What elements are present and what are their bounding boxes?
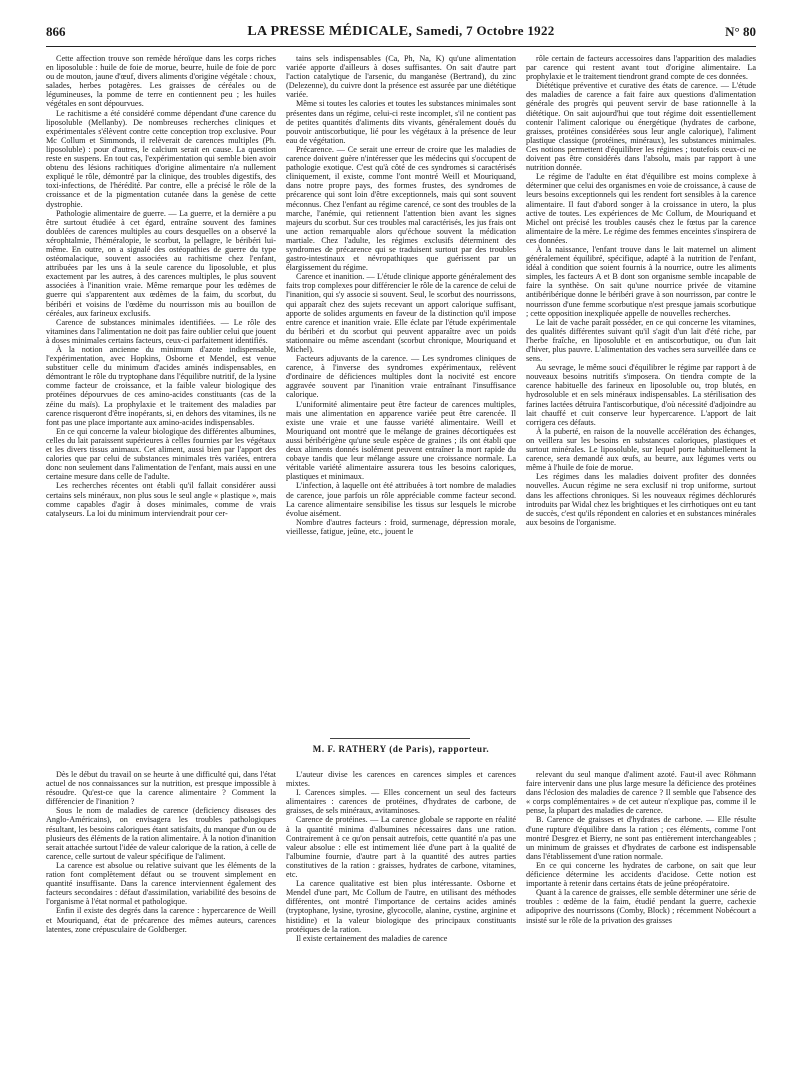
paragraph: À la puberté, en raison de la nouvelle accélération des échanges, on veillera sur les besoins en substances caloriques, plastiques et surtout minérales. Le liposoluble, sur lequel porte habituellement la carence, sera demandé aux œufs, au beurre, aux légumes verts ou même à l'huile de foie de morue.: [526, 426, 756, 473]
paragraph: Cette affection trouve son remède héroïque dans les corps riches en liposoluble : huile de foie de morue, beurre, huile de foie de porc ou de mouton, jaune d'œuf, divers aliments d'origine végétale : choux, salades, herbes potagères. Les graisses de céréales ou de légumineuses, la pomme de terre en contiennent peu ; les huiles végétales en sont dépourvues.: [46, 54, 276, 109]
paragraph: Au sevrage, le même souci d'équilibrer le régime par rapport à de nouveaux besoins nutritifs s'imposera. On tiendra compte de la carence habituelle des farineux en liposoluble ou, trop blutés, en hydrosoluble et en sels minéraux indispensables. La stérilisation des farines lactées détruira l'antiscorbutique, d'où nécessité d'adjoindre au lait chauffé et cuit conserve leur hypercarence. L'apport de lait corrigera ces défauts.: [526, 363, 756, 427]
column-2: [286, 770, 516, 1070]
journal-title: [46, 23, 756, 40]
paragraph: tains sels indispensables (Ca, Ph, Na, K) qu'une alimentation variée apporte d'ailleurs à doses suffisantes. On sait d'autre part l'action catalytique de l'arsenic, du manganèse (Bertrand), du zinc (Delezenne), du cuivre dont la présence est assurée par une diététique variée.: [286, 54, 516, 100]
paragraph: L'uniformité alimentaire peut être facteur de carences multiples, mais une alimentation en apparence variée peut être carencée. Il existe une vraie et une fausse variété alimentaire. Weill et Mouriquand ont montré que le mélange de graines décortiquées est aussi béribérigène qu'une seule espèce de graines ; ils ont établi que deux aliments donnés isolément peuvent entraîner la mort rapide du cobaye tandis que leur mélange assure une croissance normale. La véritable variété alimentaire assurera tous les besoins caloriques, plastiques et minimaux.: [286, 399, 516, 482]
paragraph: Les recherches récentes ont établi qu'il fallait considérer aussi certains sels minéraux, non plus sous le seul angle « plastique », mais comme capables d'agir à doses minimales, comme de vrais catalyseurs. La loi du minimum interviendrait pour cer-: [46, 481, 276, 518]
paragraph: La carence qualitative est bien plus intéressante. Osborne et Mendel d'une part, Mc Collum de l'autre, en utilisant des méthodes différentes, ont montré l'importance de certains acides aminés (tryptophane, lysine, tyrosine, glycocolle, alanine, cystine, arginine et histidine) et la valeur biologique des principaux constituants protéiques de la ration.: [286, 879, 516, 934]
top-columns: [46, 54, 756, 736]
paragraph: I. Carences simples. — Elles concernent un seul des facteurs alimentaires : carences de protéines, d'hydrates de carbone, de graisses, de sels minéraux, avitaminoses.: [286, 788, 516, 816]
issue-number: N° 80: [725, 24, 756, 39]
page-number: 866: [46, 24, 66, 39]
paragraph: À la naissance, l'enfant trouve dans le lait maternel un aliment généralement équilibré, spécifique, adapté à la nutrition de l'enfant, idéal à condition que soient fournis à la nourrice, outre les aliments simples, les facteurs A et B dont son organisme semble incapable de faire la synthèse. On sait qu'une nourrice privée de vitamine antibéribérique donne le béribéri grave à son nourrisson, par contre le nourrisson d'une femme scorbutique n'est presque jamais scorbutique ; cette opposition inexpliquée appelle de nouvelles recherches.: [526, 244, 756, 318]
paragraph: Pathologie alimentaire de guerre. — La guerre, et la dernière a pu être surtout étudiée à cet égard, entraîne souvent des famines doublées de carences multiples au cours desquelles on a observé la xérophtalmie, l'héméralopie, le scorbut, la pellagre, le béribéri lui-même. En outre, on a signalé des ostéopathies de guerre du type ostéomalacique, souvent associées au rachitisme chez l'enfant, attribuées par les uns à la seule carence du liposoluble, et plus exactement par les autres, à des carences multiples, le plus souvent associées à l'inanition vraie. Même remarque pour les œdèmes de guerre qui s'apparentent aux œdèmes de la faim, du scorbut, du béribéri et voisins de l'œdème du nourrisson mis au bouillon de céréales, aux farineux exclusifs.: [46, 208, 276, 318]
rapporteur-heading: M. F. RATHERY (de Paris), rapporteur.: [312, 744, 490, 754]
paragraph: Le lait de vache paraît posséder, en ce qui concerne les vitamines, des qualités différentes suivant qu'il s'agit d'un lait d'été riche, par l'herbe fraîche, en liposoluble et en antiscorbutique, ou d'un lait d'hiver, plus pauvre. L'alimentation des vaches sera surveillée dans ce sens.: [526, 317, 756, 364]
paragraph: Il existe certainement des maladies de carence: [296, 933, 448, 943]
section-divider: [330, 738, 470, 739]
paragraph: B. Carence de graisses et d'hydrates de carbone. — Elle résulte d'une rupture d'équilibre dans la ration ; ces éléments, comme l'ont montré Desgrez et Bierry, ne sont pas entièrement interchangeables ; un minimum de graisses et d'hydrates de carbone est indispensable dans l'établissement d'une ration normale.: [526, 815, 756, 861]
issue-date: Samedi, 7 Octobre 1922: [416, 23, 555, 38]
paragraph: Précarence. — Ce serait une erreur de croire que les maladies de carence doivent guère n'intéresser que les médecins qui s'occupent de pathologie exotique. C'est qu'à côté de ces syndromes si caractérisés cliniquement, il existe, comme l'ont montré Weill et Mouriquand, dans notre propre pays, des formes frustes, des syndromes de précarence qui sont loin d'être exceptionnels, mais qui sont souvent méconnus. Chez l'enfant au régime carencé, ce sont des troubles de la marche, l'anémie, qui retiennent l'attention bien avant les signes majeurs du scorbut. Sur ces troubles mal caractérisés, les jus frais ont une action remarquable alors qu'échoue souvent la médication martiale. Chez l'adulte, les régimes exclusifs déterminent des syndromes de précarence qui se traduisent surtout par des troubles gastro-intestinaux et névropathiques que guérissent par un élargissement du régime.: [286, 144, 516, 273]
paragraph: Même si toutes les calories et toutes les substances minimales sont présentes dans un régime, celui-ci reste incomplet, s'il ne contient pas de petites quantités d'aliments dits vivants, généralement doués du pouvoir antiscorbutique, lié pour les végétaux à la présence de leur eau de végétation.: [286, 99, 516, 145]
paragraph: L'infection, à laquelle ont été attribuées à tort nombre de maladies de carence, joue parfois un rôle appréciable comme facteur second. La carence alimentaire sensibilise les tissus sur lesquels le microbe évolue aisément.: [286, 481, 516, 518]
paragraph: Enfin il existe des degrés dans la carence : hypercarence de Weill et Mouriquand, état de précarence des mêmes auteurs, carences latentes, zone crépusculaire de Goldberger.: [46, 906, 276, 934]
paragraph: Le régime de l'adulte en état d'équilibre est moins complexe à déterminer que celui des organismes en voie de croissance, à cause de leurs besoins exceptionnels qui les rendent fort sensibles à la carence alimentaire. Il faut d'abord songer à la croissance in utero, la plus active de toutes. Les expériences de Mc Collum, de Mouriquand et Michel ont précisé les troubles causés chez le fœtus par la carence alimentaire de la mère. Le régime des femmes enceintes s'inspirera de ces données.: [526, 172, 756, 245]
paragraph: L'auteur divise les carences en carences simples et carences mixtes.: [286, 770, 516, 789]
bottom-columns: [46, 770, 756, 1070]
paragraph: Carence de protéines. — La carence globale se rapporte en réalité à la quantité minima d'albumines nécessaires dans une ration. Contrairement à ce qu'on pensait autrefois, cette quantité n'a pas une valeur absolue : elle est intimement liée d'une part à la qualité de l'albumine fournie, d'autre part à la quantité des autres parties constitutives de la ration : graisses, hydrates de carbone, vitamines, etc.: [286, 815, 516, 880]
paragraph: Les régimes dans les maladies doivent profiter des données nouvelles. Aucun régime ne sera exclusif ni trop uniforme, surtout dans les affections chroniques. Si les nouveaux régimes déchlorurés introduits par Widal chez les brightiques et les cirrhotiques ont eu tant de succès, c'est qu'ils répondent en calories et en substances minérales aux besoins de l'organisme.: [526, 472, 756, 527]
paragraph: Nombre d'autres facteurs : froid, surmenage, dépression morale, vieillesse, fatigue, jeûne, etc., jouent le: [286, 517, 516, 536]
paragraph: Quant à la carence de graisses, elle semble déterminer une série de troubles : œdème de la faim, étudié pendant la guerre, cachexie adipoprive des nourrissons (Comby, Block) ; récemment Nobécourt a insisté sur le rôle de la privation des graisses: [526, 888, 756, 925]
paragraph: Carence et inanition. — L'étude clinique apporte généralement des faits trop complexes pour différencier le rôle de la carence de celui de l'inanition, qui s'y associe si souvent. Seul, le scorbut des nourrissons, qui apparaît chez des sujets recevant un apport calorique suffisant, apporte de solides arguments en faveur de la distinction qu'il impose entre carence et inanition vraie. Elle éclate par l'étude expérimentale du béribéri et du scorbut qui peuvent apparaître avec un poids stationnaire ou même ascendant (scorbut chronique, Mouriquand et Michel).: [286, 272, 516, 354]
paragraph: La carence est absolue ou relative suivant que les éléments de la ration font complètement défaut ou se trouvent simplement en quantité insuffisante. Dans la carence interviennent également des facteurs secondaires : défaut d'assimilation, variabilité des besoins de l'organisme à l'état normal et pathologique.: [46, 860, 276, 907]
paragraph: Dès le début du travail on se heurte à une difficulté qui, dans l'état actuel de nos connaissances sur la nutrition, est presque impossible à résoudre. Qu'est-ce que la carence alimentaire ? Comment la différencier de l'inanition ?: [46, 770, 276, 807]
paragraph: rôle certain de facteurs accessoires dans l'apparition des maladies par carence qui restent avant tout d'origine alimentaire. La prophylaxie et le traitement tiendront grand compte de ces données.: [526, 54, 756, 82]
paragraph: Sous le nom de maladies de carence (deficiency diseases des Anglo-Américains), on envisagera les troubles pathologiques résultant, les besoins caloriques étant satisfaits, du manque d'un ou de plusieurs des éléments de la ration alimentaire. À la notion d'inanition serait attachée surtout l'idée de valeur calorique de la ration, à celle de carence, celle surtout de valeur spécifique de l'aliment.: [46, 806, 276, 861]
paragraph: À la notion ancienne du minimum d'azote indispensable, l'expérimentation, avec Hopkins, Osborne et Mendel, est venue substituer celle du minimum d'acides aminés indispensables, en démontrant le rôle du tryptophane dans l'équilibre nutritif, de la lysine comme facteur de croissance, et la faible valeur biologique des protéines dépourvues de ces amino-acides constituants (cas de la zéine du maïs). La prophylaxie et le traitement des maladies par carence risqueront d'être inopérants, si, en dehors des vitamines, ils ne font pas une place importante aux amino-acides indispensables.: [46, 345, 276, 427]
paragraph: Diététique préventive et curative des états de carence. — L'étude des maladies de carence a fait faire aux questions d'alimentation générale des progrès qui peuvent servir de base rationnelle à la diététique. On sait aujourd'hui que tout régime doit essentiellement contenir l'aliment calorique ou énergétique (hydrates de carbone, graisses, protéines considérées sous leur angle calorique), l'aliment plastique classique (protéines, minéraux), les substances minimales. Ces notions permettent d'équilibrer les régimes ; toutefois ceux-ci ne doivent pas être considérés dans l'absolu, mais par rapport à une nutrition donnée.: [526, 81, 756, 173]
paragraph: En ce qui concerne les hydrates de carbone, on sait que leur déficience détermine les accidents d'acidose. Cette notion est importante à retenir dans certains états de jeûne préopératoire.: [526, 860, 756, 889]
column-3: [526, 54, 756, 736]
paragraph: Carence de substances minimales identifiées. — Le rôle des vitamines dans l'alimentation ne doit pas faire oublier celui que jouent à doses minimales certains facteurs, ceux-ci parfaitement identifiés.: [46, 317, 276, 345]
paragraph: Facteurs adjuvants de la carence. — Les syndromes cliniques de carence, à l'inverse des syndromes expérimentaux, relèvent d'ordinaire de déficiences multiples dont la nocivité est encore aggravée souvent par l'inanition vraie entraînant l'insuffisance calorique.: [286, 354, 516, 400]
journal-name: LA PRESSE MÉDICALE,: [247, 24, 413, 39]
paragraph: Le rachitisme a été considéré comme dépendant d'une carence du liposoluble (Mellanby). De nombreuses recherches cliniques et expérimentales s'élèvent contre cette conception trop exclusive. Pour Mc Collum et Simmonds, il relèverait de carences multiples (Ph. liposoluble) : pour d'autres, le calcium serait en cause. La question reste en suspens. En tout cas, l'expérimentation qui semble bien avoir obtenu des lésions rachitiques d'origine alimentaire n'a nullement expliqué le rôle, démontré par la clinique, des troubles digestifs, des toxi-infections, de l'hérédité. Par contre, elle a précisé le rôle de la croissance et de la pigmentation cutanée dans la genèse de cette dystrophie.: [46, 108, 276, 209]
page-header: [46, 20, 756, 47]
paragraph: relevant du seul manque d'aliment azoté. Faut-il avec Röhmann faire intervenir dans une plus large mesure la déficience des protéines dans l'éclosion des maladies de carence ? Il semble que l'absence des « corps complémentaires » de cet auteur n'explique pas, comme il le pense, la plupart des maladies de carence.: [526, 770, 756, 816]
column-1: [46, 54, 276, 736]
column-3: [526, 770, 756, 1070]
column-2: [286, 54, 516, 736]
paragraph: En ce qui concerne la valeur biologique des différentes albumines, celles du lait paraissent supérieures à celles fournies par les végétaux et les divers tissus animaux. Cet aliment, aussi bien par l'apport des calories que par celui de substances minimales très variées, entrera donc non seulement dans l'alimentation de l'enfant, mais aussi en une certaine mesure dans celle de l'adulte.: [46, 426, 276, 482]
column-1: [46, 770, 276, 1070]
